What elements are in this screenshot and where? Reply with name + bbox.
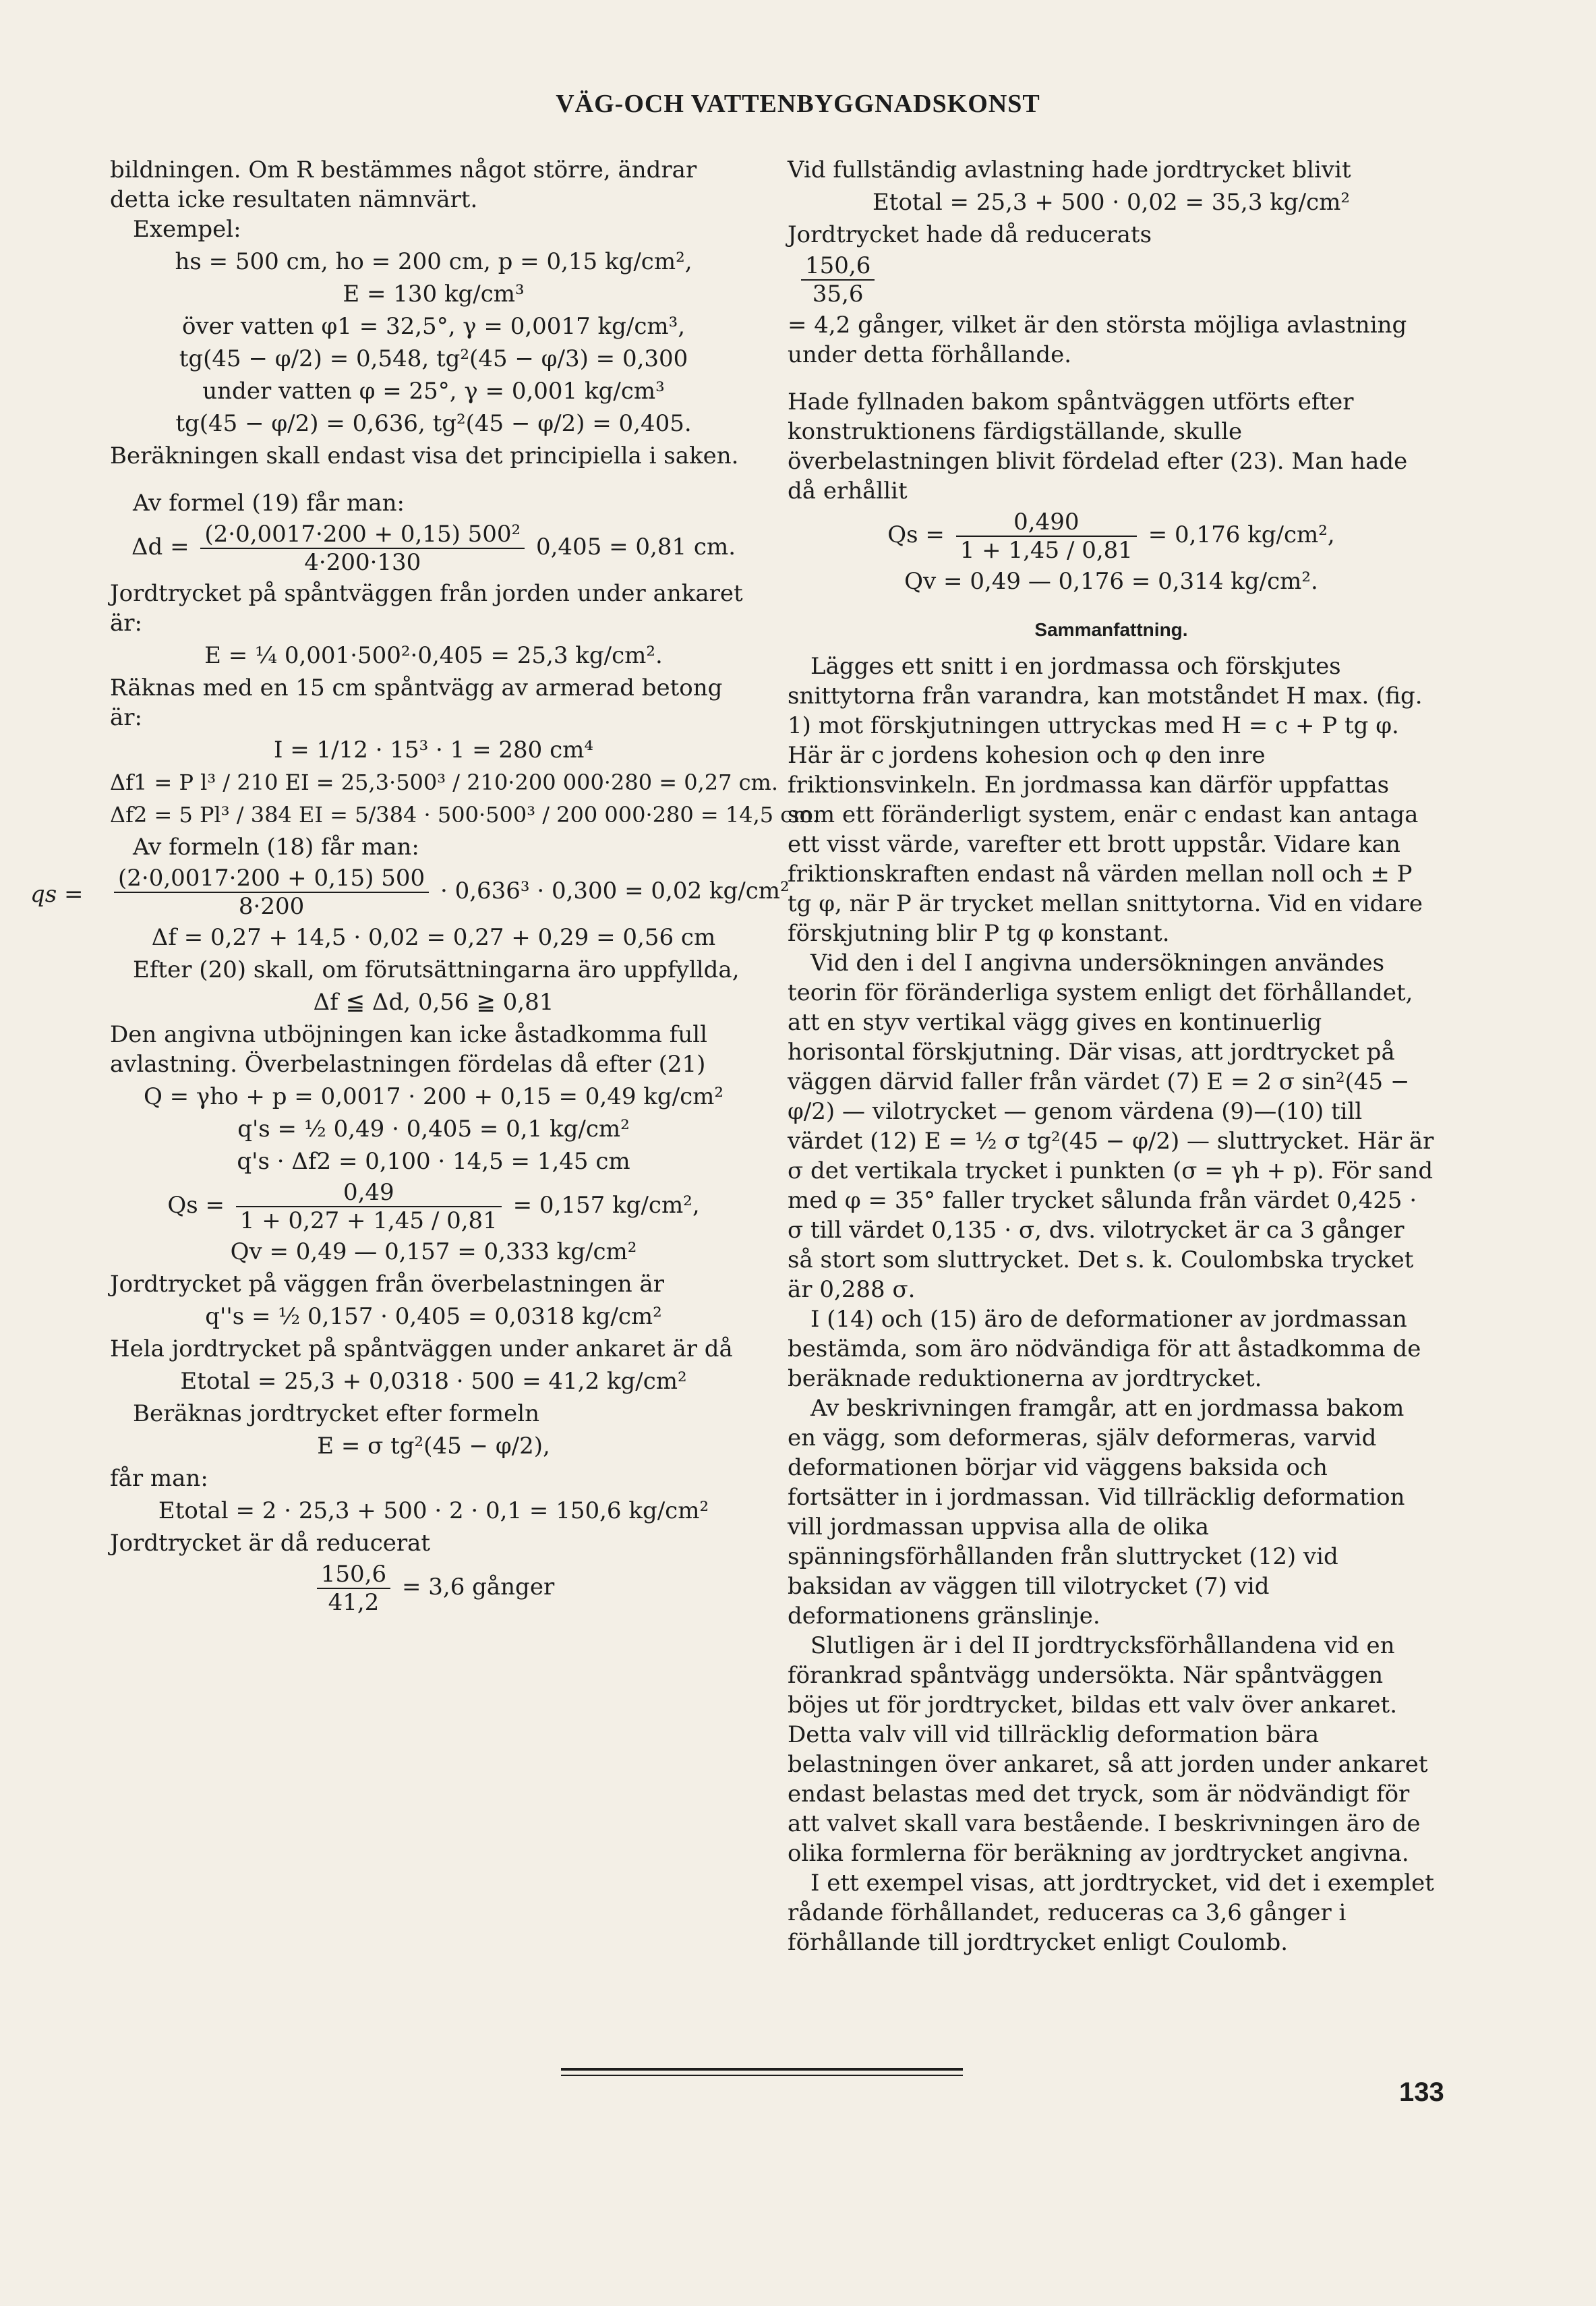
equation: tg(45 − φ/2) = 0,636, tg²(45 − φ/2) = 0,405.	[175, 410, 692, 437]
equation-fraction	[30, 865, 790, 920]
right-paragraph: I ett exempel visas, att jordtrycket, vid det i exemplet rådande förhållandet, reduceras ca 3,6 gånger i förhållande till jordtrycket enligt Coulomb.	[788, 1870, 1434, 1956]
eq-rhs: = 3,6 gånger	[401, 1574, 555, 1601]
equation: Etotal = 25,3 + 500 · 0,02 = 35,3 kg/cm²	[872, 189, 1351, 216]
fraction	[200, 521, 525, 576]
eq-lhs: Qs =	[887, 521, 945, 548]
left-paragraph: Beräknas jordtrycket efter formeln	[133, 1400, 540, 1427]
fraction-denominator: 41,2	[328, 1589, 380, 1616]
equation: Δf ≦ Δd, 0,56 ≧ 0,81	[313, 989, 554, 1016]
fraction	[114, 865, 429, 920]
equation: E = σ tg²(45 − φ/2),	[317, 1433, 550, 1460]
equation: Q = γho + p = 0,0017 · 200 + 0,15 = 0,49 kg/cm²	[143, 1083, 724, 1110]
left-paragraph: Jordtrycket är då reducerat	[110, 1530, 431, 1557]
fraction	[956, 509, 1137, 564]
eq-lhs: Δd =	[131, 534, 189, 560]
fraction-numerator: 0,490	[956, 509, 1137, 537]
equation: Qv = 0,49 — 0,157 = 0,333 kg/cm²	[230, 1238, 637, 1265]
right-column	[788, 155, 1435, 1957]
margin-label-qs: qs =	[30, 881, 84, 908]
left-column	[30, 155, 820, 1619]
equation: Δf1 = P l³ / 210 EI = 25,3·500³ / 210·200 000·280 = 0,27 cm.	[110, 770, 779, 795]
eq-rhs: · 0,636³ · 0,300 = 0,02 kg/cm²	[440, 877, 790, 904]
footer-rule	[561, 2075, 963, 2076]
equation: Etotal = 25,3 + 0,0318 · 500 = 41,2 kg/cm²	[180, 1368, 687, 1395]
fraction-denominator: 1 + 0,27 + 1,45 / 0,81	[239, 1207, 498, 1234]
equation: Etotal = 2 · 25,3 + 500 · 2 · 0,1 = 150,6 kg/cm²	[158, 1497, 709, 1524]
equation: tg(45 − φ/2) = 0,548, tg²(45 − φ/3) = 0,300	[179, 345, 688, 372]
footer-rule	[561, 2068, 963, 2071]
equation-fraction	[788, 509, 1435, 564]
fraction-numerator: 150,6	[801, 252, 875, 281]
equation: q's · Δf2 = 0,100 · 14,5 = 1,45 cm	[237, 1148, 630, 1175]
equation-fraction	[110, 521, 757, 576]
equation: q''s = ½ 0,157 · 0,405 = 0,0318 kg/cm²	[205, 1303, 662, 1330]
right-paragraph: = 4,2 gånger, vilket är den största möjliga avlastning under detta förhållande.	[788, 312, 1407, 368]
fraction	[236, 1179, 502, 1234]
section-heading: Sammanfattning.	[1034, 619, 1188, 640]
left-paragraph: Jordtrycket på spåntväggen från jorden under ankaret är:	[110, 580, 743, 637]
equation-fraction	[110, 1561, 757, 1616]
fraction-denominator: 8·200	[238, 893, 305, 920]
fraction-numerator: 150,6	[317, 1561, 390, 1589]
right-paragraph: Slutligen är i del II jordtrycksförhållandena vid en förankrad spåntvägg undersökta. När spåntväggen böjes ut för jordtrycket, bildas ett valv över ankaret. Detta valv vill vid tillräcklig deformation bära belastningen över ankaret, så att jorden under ankaret endast belastas med det tryck, som är nödvändigt för att valvet skall vara bestående. I beskrivningen äro de olika formlerna för beräkning av jordtrycket angivna.	[788, 1632, 1428, 1867]
fraction-denominator: 1 + 1,45 / 0,81	[959, 537, 1133, 564]
left-paragraph: Hela jordtrycket på spåntväggen under ankaret är då	[110, 1335, 733, 1362]
fraction-denominator: 4·200·130	[304, 549, 421, 576]
eq-rhs: 0,405 = 0,81 cm.	[535, 534, 736, 560]
left-paragraph: får man:	[110, 1465, 208, 1492]
right-paragraph: Vid fullständig avlastning hade jordtrycket blivit	[788, 156, 1351, 183]
right-paragraph: Vid den i del I angivna undersökningen användes teorin för föränderliga system enligt det förhållandet, att en styv vertikal vägg gives en kontinuerlig horisontal förskjutning. Där visas, att jordtrycket på väggen därvid faller från värdet (7) E = 2 σ sin²(45 − φ/2) — vilotrycket — genom värdena (9)—(10) till värdet (12) E = ½ σ tg²(45 − φ/2) — sluttrycket. Här är σ det vertikala trycket i punkten (σ = γh + p). För sand med φ = 35° faller trycket sålunda från värdet 0,425 · σ till värdet 0,135 · σ, dvs. vilotrycket är ca 3 gånger så stort som sluttrycket. Det s. k. Coulombska trycket är 0,288 σ.	[788, 950, 1434, 1303]
page-number: 133	[1399, 2077, 1444, 2107]
page-header-title: VÄG-OCH VATTENBYGGNADSKONST	[556, 90, 1040, 118]
fraction-denominator: 35,6	[812, 281, 864, 308]
fraction	[317, 1561, 390, 1616]
equation: E = ¼ 0,001·500²·0,405 = 25,3 kg/cm².	[204, 642, 663, 669]
eq-rhs: = 0,157 kg/cm²,	[512, 1192, 700, 1219]
equation: över vatten φ1 = 32,5°, γ = 0,0017 kg/cm³,	[181, 313, 686, 340]
equation: under vatten φ = 25°, γ = 0,001 kg/cm³	[202, 378, 665, 405]
equation: q's = ½ 0,49 · 0,405 = 0,1 kg/cm²	[237, 1116, 630, 1143]
right-paragraph: Jordtrycket hade då reducerats	[788, 221, 1152, 248]
fraction-numerator: (2·0,0017·200 + 0,15) 500	[114, 865, 429, 893]
right-paragraph: I (14) och (15) äro de deformationer av jordmassan bestämda, som äro nödvändiga för att åstadkomma de beräknade reduktionerna av jordtrycket.	[788, 1306, 1421, 1392]
left-paragraph: Den angivna utböjningen kan icke åstadkomma full avlastning. Överbelastningen fördelas då efter (21)	[110, 1021, 707, 1078]
left-paragraph: Jordtrycket på väggen från överbelastningen är	[110, 1271, 664, 1298]
equation-fraction	[110, 1179, 757, 1234]
left-paragraph: Efter (20) skall, om förutsättningarna äro uppfyllda,	[133, 956, 740, 983]
fraction-numerator: (2·0,0017·200 + 0,15) 500²	[200, 521, 525, 549]
equation: I = 1/12 · 15³ · 1 = 280 cm⁴	[274, 737, 593, 763]
left-paragraph: Av formel (19) får man:	[133, 490, 405, 517]
left-paragraph: Exempel:	[133, 216, 241, 243]
equation: Δf = 0,27 + 14,5 · 0,02 = 0,27 + 0,29 = 0,56 cm	[151, 924, 716, 951]
equation: hs = 500 cm, ho = 200 cm, p = 0,15 kg/cm²,	[175, 248, 692, 275]
eq-rhs: = 0,176 kg/cm²,	[1148, 521, 1335, 548]
right-paragraph: Lägges ett snitt i en jordmassa och förskjutes snittytorna från varandra, kan motståndet H max. (fig. 1) mot förskjutningen uttryckas med H = c + P tg φ. Här är c jordens kohesion och φ den inre friktionsvinkeln. En jordmassa kan därför uppfattas som ett föränderligt system, enär c endast kan antaga ett visst värde, varefter ett brott uppstår. Vidare kan friktionskraften endast nå värden mellan noll och ± P tg φ, när P är trycket mellan snittytorna. Vid en vidare förskjutning blir P tg φ konstant.	[788, 653, 1423, 947]
left-paragraph: Av formeln (18) får man:	[133, 834, 419, 861]
equation: Qv = 0,49 — 0,176 = 0,314 kg/cm².	[904, 568, 1318, 595]
equation-fraction	[788, 252, 1435, 308]
left-paragraph: Räknas med en 15 cm spåntvägg av armerad betong är:	[110, 674, 723, 731]
fraction-numerator: 0,49	[236, 1179, 502, 1207]
right-paragraph: Hade fyllnaden bakom spåntväggen utförts efter konstruktionens färdigställande, skulle överbelastningen blivit fördelad efter (23). Man hade då erhållit	[788, 388, 1408, 505]
equation: E = 130 kg/cm³	[343, 281, 525, 308]
left-paragraph: Beräkningen skall endast visa det principiella i saken.	[110, 442, 739, 469]
fraction	[801, 252, 875, 308]
left-paragraph: bildningen. Om R bestämmes något större, ändrar detta icke resultaten nämnvärt.	[110, 156, 697, 213]
right-paragraph: Av beskrivningen framgår, att en jordmassa bakom en vägg, som deformeras, själv deformeras, varvid deformationen börjar vid väggens baksida och fortsätter in i jordmassan. Vid tillräcklig deformation vill jordmassan uppvisa alla de olika spänningsförhållanden från sluttrycket (12) vid baksidan av väggen till vilotrycket (7) vid deformationens gränslinje.	[788, 1395, 1405, 1630]
equation: Δf2 = 5 Pl³ / 384 EI = 5/384 · 500·500³ / 200 000·280 = 14,5 cm.	[110, 802, 820, 828]
eq-lhs: Qs =	[167, 1192, 225, 1219]
